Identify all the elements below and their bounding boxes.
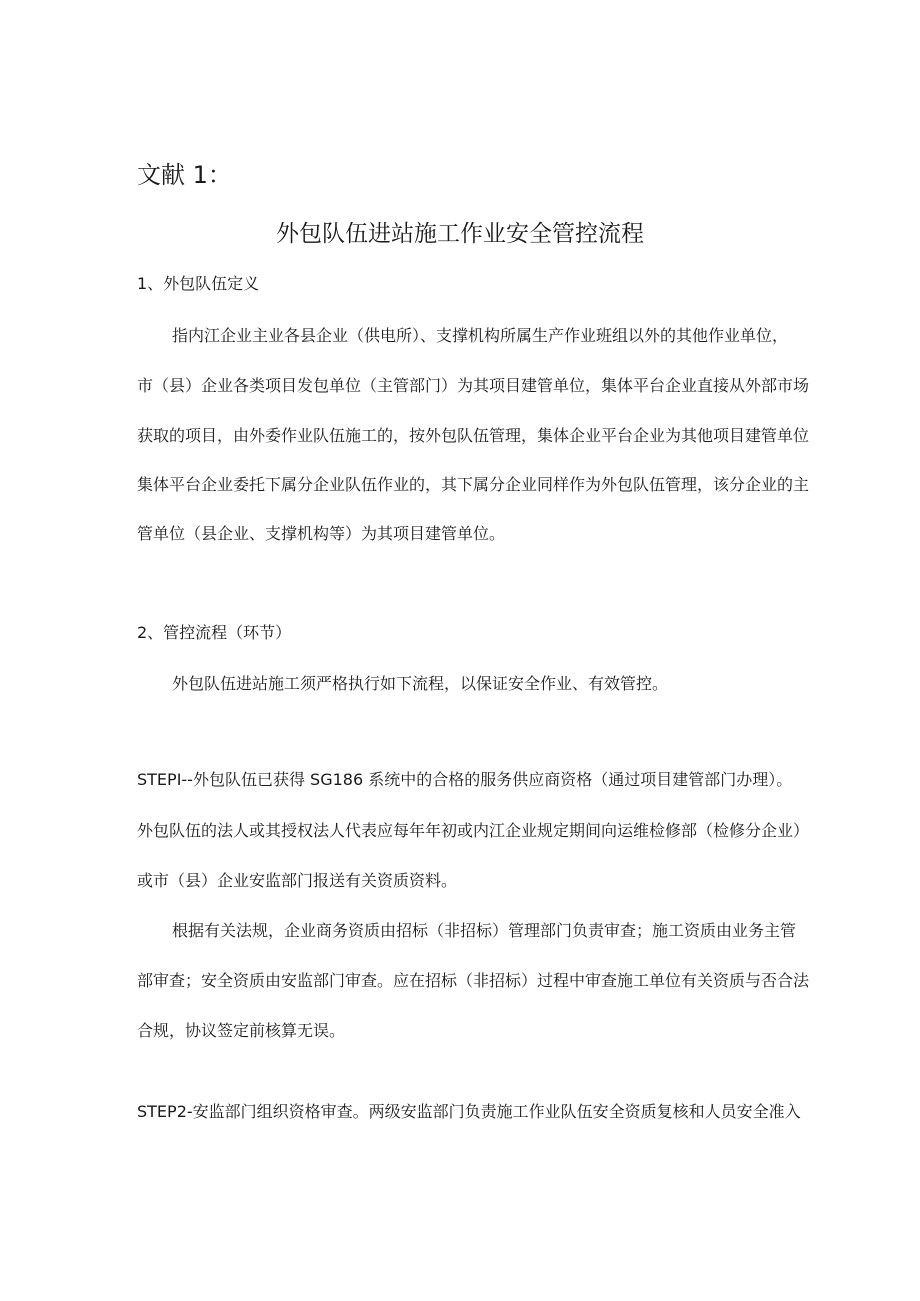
step-1-note-line: 合规，协议签定前核算无误。: [137, 1021, 346, 1040]
step-1-note-line: 部审查；安全资质由安监部门审查。应在招标（非招标）过程中审查施工单位有关资质与否合法: [137, 971, 810, 990]
section-1-paragraph-line: 集体平台企业委托下属分企业队伍作业的，其下属分企业同样作为外包队伍管理，该分企业的主: [137, 475, 810, 494]
section-1-paragraph-line: 指内江企业主业各县企业（供电所）、支撑机构所属生产作业班组以外的其他作业单位，: [172, 326, 789, 345]
section-2-intro: 外包队伍进站施工须严格执行如下流程，以保证安全作业、有效管控。: [172, 674, 669, 693]
section-1-paragraph-line: 获取的项目，由外委作业队伍施工的，按外包队伍管理，集体企业平台企业为其他项目建管单位: [137, 426, 810, 445]
step-1-line: STEPI--外包队伍已获得 SG186 系统中的合格的服务供应商资格（通过项目建管部门办理）。: [137, 770, 793, 789]
section-1-paragraph-line: 市（县）企业各类项目发包单位（主管部门）为其项目建管单位，集体平台企业直接从外部市场: [137, 376, 810, 395]
section-1-heading: 1、外包队伍定义: [137, 274, 260, 293]
section-1-paragraph-line: 管单位（县企业、支撑机构等）为其项目建管单位。: [137, 524, 506, 543]
step-2-line: STEP2-安监部门组织资格审查。两级安监部门负责施工作业队伍安全资质复核和人员安全准入: [137, 1102, 801, 1121]
step-1-line: 外包队伍的法人或其授权法人代表应每年年初或内江企业规定期间向运维检修部（检修分企业）: [137, 821, 810, 840]
step-1-note-line: 根据有关法规，企业商务资质由招标（非招标）管理部门负责审查；施工资质由业务主管: [172, 921, 797, 940]
document-label: 文献 1：: [137, 161, 232, 189]
step-1-line: 或市（县）企业安监部门报送有关资质资料。: [137, 871, 458, 890]
section-2-heading: 2、管控流程（环节）: [137, 623, 292, 642]
document-title: 外包队伍进站施工作业安全管控流程: [276, 221, 644, 247]
